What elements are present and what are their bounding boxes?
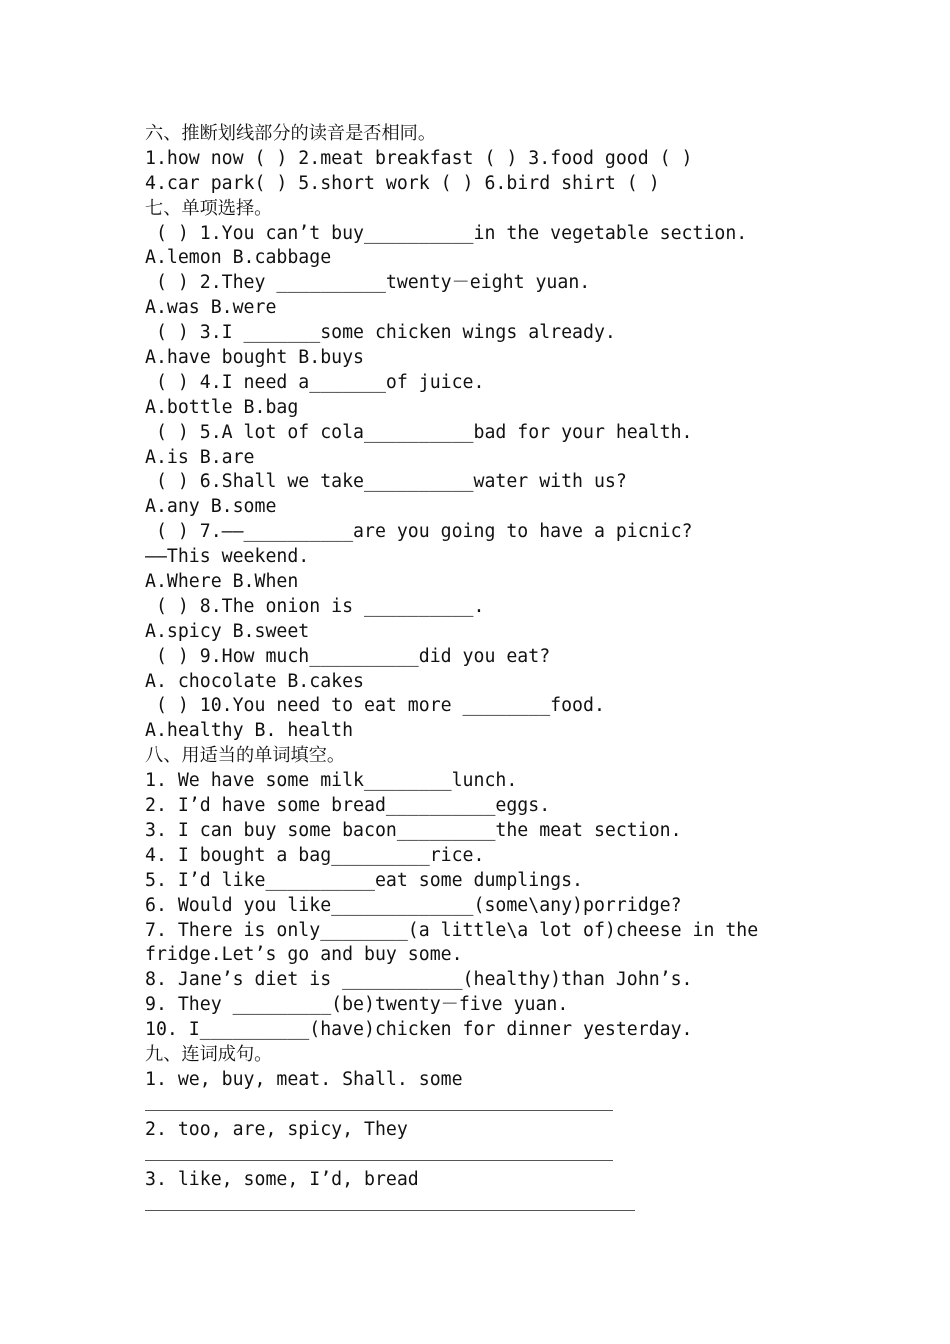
fill-blank-9: 9. They _________(be)twenty－five yuan. <box>145 994 569 1016</box>
sentence-prompt-3: 3. like, some, I’d, bread <box>145 1168 419 1190</box>
section-6-row-2: 4.car park( ) 5.short work ( ) 6.bird shirt ( ) <box>145 172 660 194</box>
answer-line-2 <box>145 1143 865 1168</box>
fill-blank-2: 2. I’d have some bread__________eggs. <box>145 795 551 817</box>
question-5: ( ) 5.A lot of cola__________bad for your health. <box>145 421 693 443</box>
fill-blank-5: 5. I’d like__________eat some dumplings. <box>145 869 583 891</box>
question-3: ( ) 3.I _______some chicken wings already. <box>145 322 616 344</box>
question-4-options: A.bottle B.bag <box>145 396 299 418</box>
question-1: ( ) 1.You can’t buy__________in the vegetable section. <box>145 222 748 244</box>
question-4: ( ) 4.I need a_______of juice. <box>145 371 485 393</box>
worksheet-page <box>145 122 865 1218</box>
question-1-options: A.lemon B.cabbage <box>145 247 332 269</box>
question-2: ( ) 2.They __________twenty－eight yuan. <box>145 272 591 294</box>
fill-blank-10: 10. I__________(have)chicken for dinner yesterday. <box>145 1019 693 1041</box>
fill-blank-6: 6. Would you like_____________(some\any)porridge? <box>145 894 682 916</box>
fill-blank-4: 4. I bought a bag_________rice. <box>145 844 485 866</box>
question-7: ( ) 7.——__________are you going to have a picnic? <box>145 521 693 543</box>
question-9-options: A. chocolate B.cakes <box>145 670 364 692</box>
section-9-heading: 九、连词成句。 <box>145 1043 273 1065</box>
question-3-options: A.have bought B.buys <box>145 347 364 369</box>
fill-blank-7: 7. There is only________(a little\a lot of)cheese in the <box>145 919 759 941</box>
fill-blank-7-continued: fridge.Let’s go and buy some. <box>145 944 463 966</box>
answer-line-3 <box>145 1193 865 1218</box>
question-10: ( ) 10.You need to eat more ________food. <box>145 695 605 717</box>
question-7-options: A.Where B.When <box>145 571 299 593</box>
question-2-options: A.was B.were <box>145 297 277 319</box>
question-9: ( ) 9.How much__________did you eat? <box>145 645 551 667</box>
fill-blank-3: 3. I can buy some bacon_________the meat section. <box>145 819 682 841</box>
section-6-row-1: 1.how now ( ) 2.meat breakfast ( ) 3.food good ( ) <box>145 147 693 169</box>
fill-blank-8: 8. Jane’s diet is ___________(healthy)than John’s. <box>145 969 693 991</box>
question-5-options: A.is B.are <box>145 446 255 468</box>
answer-line-1 <box>145 1093 865 1118</box>
sentence-prompt-1: 1. we, buy, meat. Shall. some <box>145 1068 463 1090</box>
question-7-reply: ——This weekend. <box>145 546 310 568</box>
question-8-options: A.spicy B.sweet <box>145 620 310 642</box>
question-6-options: A.any B.some <box>145 496 277 518</box>
sentence-prompt-2: 2. too, are, spicy, They <box>145 1118 408 1140</box>
question-10-options: A.healthy B. health <box>145 720 354 742</box>
fill-blank-1: 1. We have some milk________lunch. <box>145 770 518 792</box>
section-7-heading: 七、单项选择。 <box>145 197 273 219</box>
question-8: ( ) 8.The onion is __________. <box>145 595 485 617</box>
section-6-heading: 六、推断划线部分的读音是否相同。 <box>145 123 437 144</box>
section-8-heading: 八、用适当的单词填空。 <box>145 745 346 767</box>
question-6: ( ) 6.Shall we take__________water with us? <box>145 471 627 493</box>
